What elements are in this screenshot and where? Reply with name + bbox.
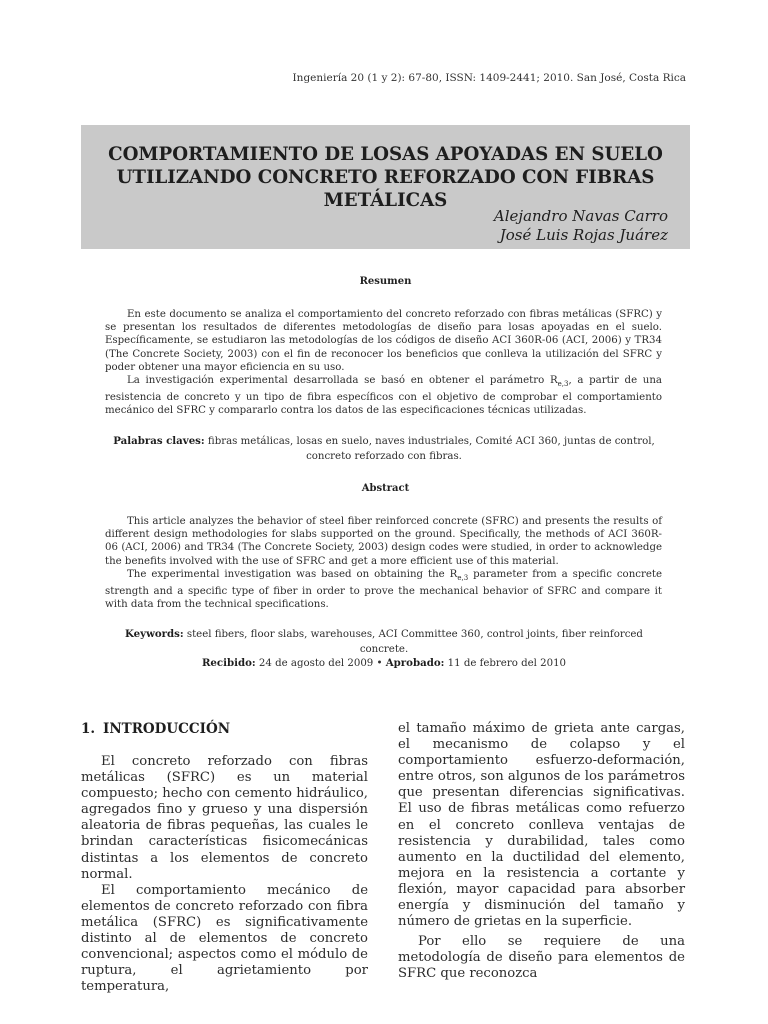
journal-reference: Ingeniería 20 (1 y 2): 67-80, ISSN: 1409-2441; 2010. San José, Costa Rica xyxy=(292,72,686,84)
abstract-body xyxy=(105,515,662,611)
author-name: Alejandro Navas Carro xyxy=(493,207,668,225)
section-heading xyxy=(81,721,368,737)
body-paragraph: el tamaño máximo de grieta ante cargas, el mecanismo de colapso y el comportamiento esfuerzo-deformación, entre otros, son algunos de los parámetros que presentan diferencias significativas. El uso de fibras metálicas como refuerzo en el concreto conlleva ventajas de resistencia y durabilidad, tales como aumento en la ductilidad del elemento, mejora en la resistencia a cortante y flexión, mayor capacidad para absorber energía y disminución del tamaño y número de grietas en la superficie. xyxy=(398,721,685,930)
approved-label: Aprobado: xyxy=(385,657,445,669)
resumen-heading: Resumen xyxy=(359,276,412,287)
text-run: La investigación experimental desarrollada se basó en obtener el parámetro R xyxy=(127,375,558,387)
abstract-paragraph xyxy=(105,568,662,612)
body-paragraph: El concreto reforzado con fibras metálicas (SFRC) es un material compuesto; hecho con cemento hidráulico, agregados fino y grueso y una dispersión aleatoria de fibras pequeñas, las cuales le brindan características fisicomecánicas distintas a los elementos de concreto normal. xyxy=(81,754,368,882)
section-number: 1. xyxy=(81,721,96,737)
body-column-right xyxy=(398,721,685,983)
approved-date: 11 de febrero del 2010 xyxy=(444,658,567,669)
body-paragraph: El comportamiento mecánico de elementos de concreto reforzado con fibra metálica (SFRC) es significativamente distinto al de elementos de concreto convencional; aspectos como el módulo de ruptura, el agrietamiento por temperatura, xyxy=(81,882,368,995)
keywords-label: Keywords: xyxy=(125,628,184,640)
keywords xyxy=(100,627,668,657)
keywords-text: fibras metálicas, losas en suelo, naves industriales, Comité ACI 360, juntas de control, concreto reforzado con fibras. xyxy=(204,436,655,462)
resumen-paragraph xyxy=(105,374,662,418)
author-name: José Luis Rojas Juárez xyxy=(499,226,668,244)
received-date: 24 de agosto del 2009 • xyxy=(255,658,386,669)
keywords-text: steel fibers, floor slabs, warehouses, ACI Committee 360, control joints, fiber reinforced concrete. xyxy=(183,629,643,655)
resumen-body xyxy=(105,308,662,418)
abstract-paragraph: This article analyzes the behavior of steel fiber reinforced concrete (SFRC) and presents the results of different design methodologies for slabs supported on the ground. Specifically, the methods of ACI 360R-06 (ACI, 2006) and TR34 (The Concrete Society, 2003) design codes were studied, in order to acknowledge the benefits involved with the use of SFRC and get a more efficient use of this material. xyxy=(105,516,662,567)
title-block xyxy=(81,125,690,249)
resumen-paragraph: En este documento se analiza el comportamiento del concreto reforzado con fibras metálicas (SFRC) y se presentan los resultados de diferentes metodologías de diseño para losas apoyadas en el suelo. Específicamente, se estudiaron las metodologías de los códigos de diseño ACI 360R-06 (ACI, 2006) y TR34 (The Concrete Society, 2003) con el fin de reconocer los beneficios que conlleva la utilización del SFRC y poder obtener una mayor eficiencia en su uso. xyxy=(105,309,662,373)
text-run: parameter from a specific concrete strength and a specific type of fiber in order to prove the mechanical behavior of SFRC and compare it with data from the technical specifications. xyxy=(105,568,662,611)
subscript: e,3 xyxy=(557,380,569,389)
text-run: The experimental investigation was based on obtaining the R xyxy=(127,568,458,580)
text-run: , a partir de una resistencia de concreto y un tipo de fibra específicos con el objetivo de comprobar el comportamiento mecánico del SFRC y compararlo contra los datos de las especificaciones técnicas utilizadas. xyxy=(105,375,662,417)
section-title: INTRODUCCIÓN xyxy=(103,721,231,737)
paper-title: COMPORTAMIENTO DE LOSAS APOYADAS EN SUELO UTILIZANDO CONCRETO REFORZADO CON FIBRAS METÁLICAS xyxy=(108,144,663,211)
keywords-label: Palabras claves: xyxy=(113,435,205,447)
dates-line xyxy=(100,656,668,671)
abstract-heading: Abstract xyxy=(361,483,410,494)
palabras-claves xyxy=(100,434,668,464)
body-column-left xyxy=(81,721,368,995)
subscript: e,3 xyxy=(457,573,469,582)
body-paragraph: Por ello se requiere de una metodología de diseño para elementos de SFRC que reconozca xyxy=(398,934,685,982)
received-label: Recibido: xyxy=(201,657,256,669)
author-list xyxy=(494,207,668,245)
